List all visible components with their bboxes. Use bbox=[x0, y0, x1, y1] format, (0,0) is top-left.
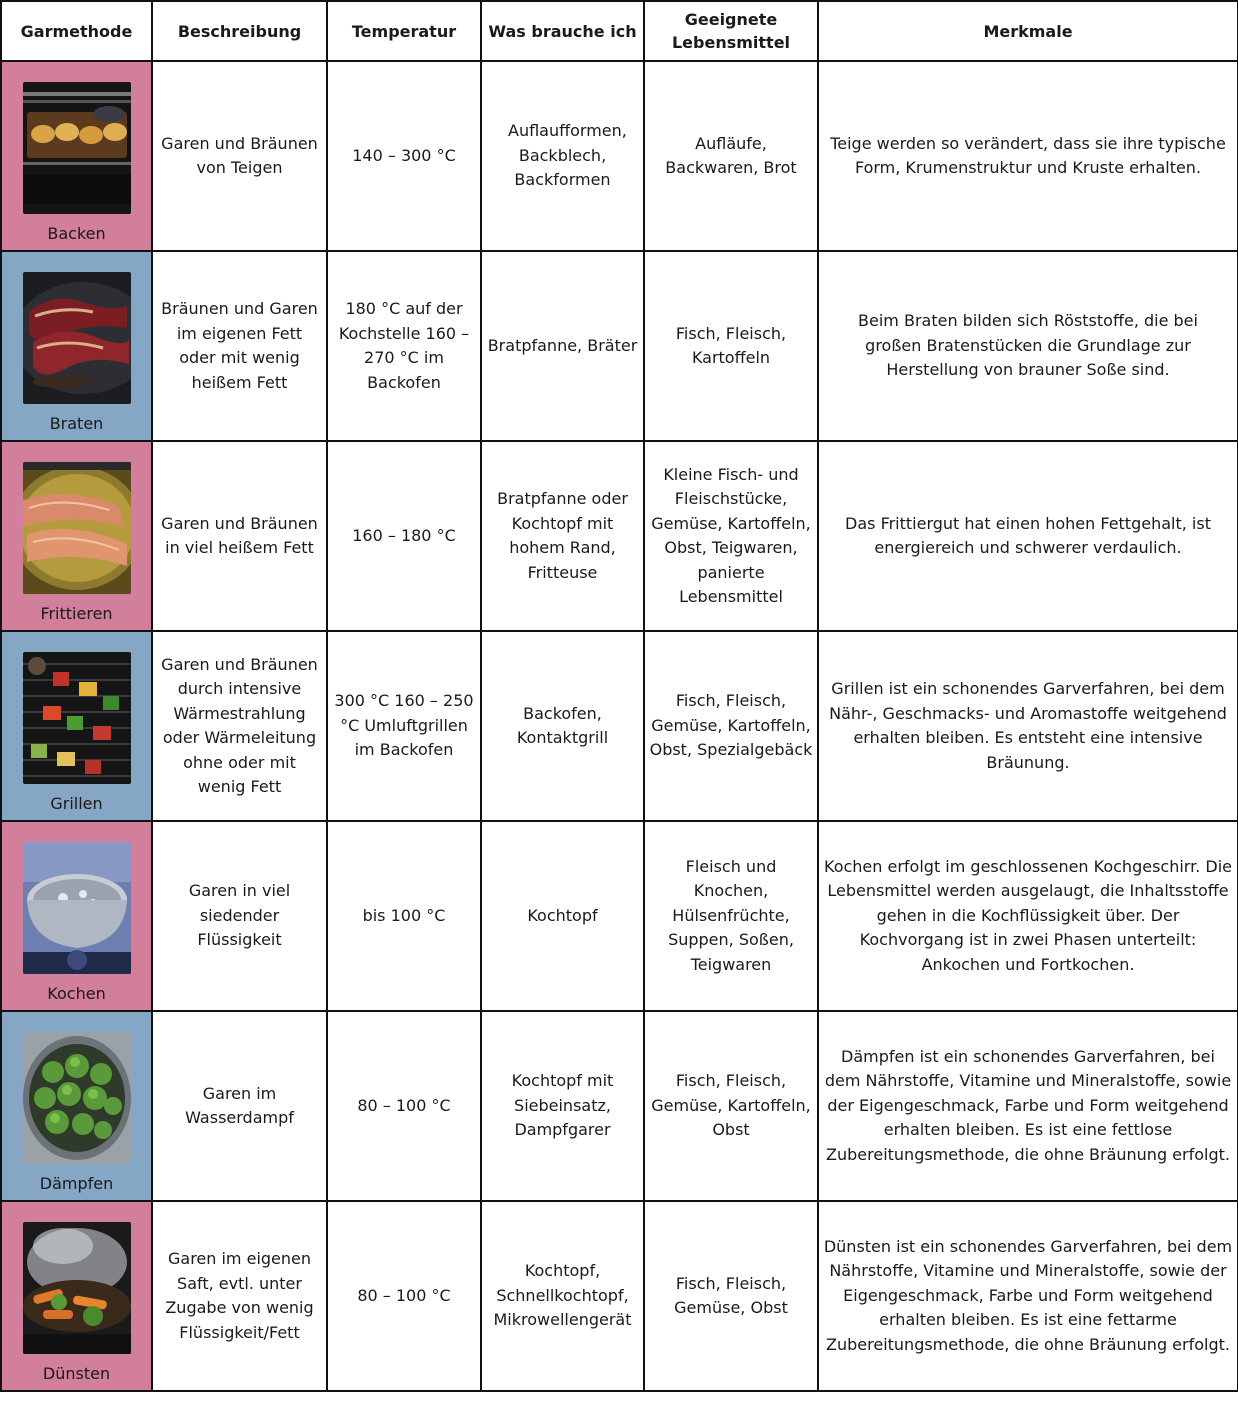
table-row bbox=[1, 61, 1238, 251]
features-cell: Kochen erfolgt im geschlossenen Kochgeschirr. Die Lebensmittel werden ausgelaugt, die Inhaltsstoffe gehen in die Kochflüssigkeit über. Der Kochvorgang ist in zwei Phasen unterteilt: Ankochen und Fortkochen. bbox=[818, 821, 1238, 1011]
table-row bbox=[1, 821, 1238, 1011]
header-row bbox=[1, 1, 1238, 61]
method-label: Dünsten bbox=[42, 1363, 111, 1383]
method-label: Kochen bbox=[47, 983, 106, 1003]
steaming-vegetables-photo bbox=[23, 1222, 131, 1354]
method-cell bbox=[1, 1011, 152, 1201]
table-row bbox=[1, 251, 1238, 441]
equipment-cell: Backofen, Kontaktgrill bbox=[481, 631, 644, 821]
features-cell: Beim Braten bilden sich Röststoffe, die bei großen Bratenstücken die Grundlage zur Herstellung von brauner Soße sind. bbox=[818, 251, 1238, 441]
temperature-cell: bis 100 °C bbox=[327, 821, 481, 1011]
frying-meat-photo bbox=[23, 272, 131, 404]
features-cell: Teige werden so verändert, dass sie ihre typische Form, Krumenstruktur und Kruste erhalten. bbox=[818, 61, 1238, 251]
foods-cell: Aufläufe, Backwaren, Brot bbox=[644, 61, 818, 251]
equipment-cell: Kochtopf mit Siebeinsatz, Dampfgarer bbox=[481, 1011, 644, 1201]
method-cell bbox=[1, 251, 152, 441]
method-cell bbox=[1, 1201, 152, 1391]
temperature-cell: 180 °C auf der Kochstelle 160 – 270 °C im Backofen bbox=[327, 251, 481, 441]
features-cell: Dünsten ist ein schonendes Garverfahren, bei dem Nährstoffe, Vitamine und Mineralstoffe, sowie der Eigengeschmack, Farbe und Form weitgehend erhalten bleiben. Es ist eine fettarme Zubereitungsmethode, die ohne Bräunung erfolgt. bbox=[818, 1201, 1238, 1391]
foods-cell: Fisch, Fleisch, Gemüse, Obst bbox=[644, 1201, 818, 1391]
method-label: Backen bbox=[47, 223, 106, 243]
method-cell bbox=[1, 821, 152, 1011]
boiling-pot-photo bbox=[23, 842, 131, 974]
equipment-cell: Bratpfanne, Bräter bbox=[481, 251, 644, 441]
foods-cell: Kleine Fisch- und Fleischstücke, Gemüse, Kartoffeln, Obst, Teigwaren, panierte Lebensmittel bbox=[644, 441, 818, 631]
header-temperature: Temperatur bbox=[327, 1, 481, 61]
temperature-cell: 80 – 100 °C bbox=[327, 1201, 481, 1391]
temperature-cell: 160 – 180 °C bbox=[327, 441, 481, 631]
equipment-cell: Bratpfanne oder Kochtopf mit hohem Rand, Fritteuse bbox=[481, 441, 644, 631]
method-cell bbox=[1, 631, 152, 821]
header-equipment: Was brauche ich bbox=[481, 1, 644, 61]
header-method: Garmethode bbox=[1, 1, 152, 61]
method-cell bbox=[1, 61, 152, 251]
method-label: Grillen bbox=[50, 793, 103, 813]
foods-cell: Fisch, Fleisch, Gemüse, Kartoffeln, Obst bbox=[644, 1011, 818, 1201]
method-label: Dämpfen bbox=[39, 1173, 114, 1193]
description-cell: Garen und Bräunen durch intensive Wärmestrahlung oder Wärmeleitung ohne oder mit wenig Fett bbox=[152, 631, 327, 821]
table-row bbox=[1, 631, 1238, 821]
header-description: Beschreibung bbox=[152, 1, 327, 61]
description-cell: Garen und Bräunen von Teigen bbox=[152, 61, 327, 251]
foods-cell: Fisch, Fleisch, Kartoffeln bbox=[644, 251, 818, 441]
method-label: Braten bbox=[49, 413, 104, 433]
table-row bbox=[1, 1201, 1238, 1391]
features-cell: Das Frittiergut hat einen hohen Fettgehalt, ist energiereich und schwerer verdaulich. bbox=[818, 441, 1238, 631]
description-cell: Bräunen und Garen im eigenen Fett oder mit wenig heißem Fett bbox=[152, 251, 327, 441]
features-cell: Grillen ist ein schonendes Garverfahren, bei dem Nähr-, Geschmacks- und Aromastoffe weitgehend erhalten bleiben. Es entsteht eine intensive Bräunung. bbox=[818, 631, 1238, 821]
steamed-broccoli-photo bbox=[23, 1032, 131, 1164]
temperature-cell: 140 – 300 °C bbox=[327, 61, 481, 251]
table-row bbox=[1, 441, 1238, 631]
description-cell: Garen im Wasserdampf bbox=[152, 1011, 327, 1201]
temperature-cell: 80 – 100 °C bbox=[327, 1011, 481, 1201]
description-cell: Garen und Bräunen in viel heißem Fett bbox=[152, 441, 327, 631]
equipment-cell: Kochtopf bbox=[481, 821, 644, 1011]
grilled-skewers-photo bbox=[23, 652, 131, 784]
header-features: Merkmale bbox=[818, 1, 1238, 61]
foods-cell: Fisch, Fleisch, Gemüse, Kartoffeln, Obst, Spezialgebäck bbox=[644, 631, 818, 821]
description-cell: Garen in viel siedender Flüssigkeit bbox=[152, 821, 327, 1011]
temperature-cell: 300 °C 160 – 250 °C Umluftgrillen im Backofen bbox=[327, 631, 481, 821]
table-row bbox=[1, 1011, 1238, 1201]
baking-tray-photo bbox=[23, 82, 131, 214]
method-cell bbox=[1, 441, 152, 631]
features-cell: Dämpfen ist ein schonendes Garverfahren, bei dem Nährstoffe, Vitamine und Mineralstoffe, sowie der Eigengeschmack, Farbe und Form weitgehend erhalten bleiben. Es ist eine fettlose Zubereitungsmethode, die ohne Bräunung erfolgt. bbox=[818, 1011, 1238, 1201]
method-label: Frittieren bbox=[40, 603, 113, 623]
equipment-cell: Auflaufformen, Backblech, Backformen bbox=[481, 61, 644, 251]
equipment-cell: Kochtopf, Schnellkochtopf, Mikrowellengerät bbox=[481, 1201, 644, 1391]
description-cell: Garen im eigenen Saft, evtl. unter Zugabe von wenig Flüssigkeit/Fett bbox=[152, 1201, 327, 1391]
foods-cell: Fleisch und Knochen, Hülsenfrüchte, Suppen, Soßen, Teigwaren bbox=[644, 821, 818, 1011]
header-foods: Geeignete Lebensmittel bbox=[644, 1, 818, 61]
deep-frying-fish-photo bbox=[23, 462, 131, 594]
